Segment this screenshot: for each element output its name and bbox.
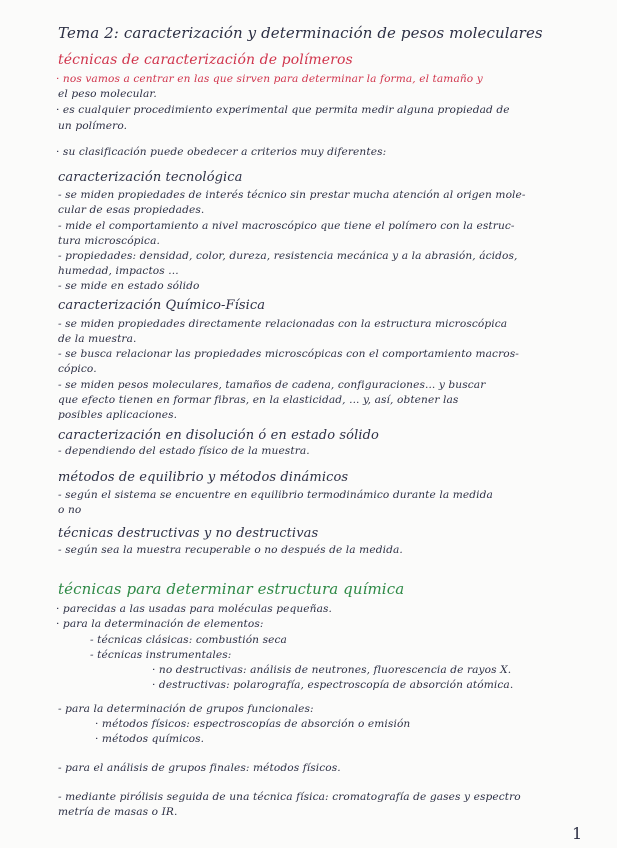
text-line: - técnicas instrumentales: [90,649,232,661]
bullet-line: · no destructivas: análisis de neutrones, fluorescencia de rayos X. [152,664,512,676]
text-line: que efecto tienen en formar fibras, en la elasticidad, ... y, así, obtener las [58,394,459,406]
bullet-line: · su clasificación puede obedecer a criterios muy diferentes: [56,146,387,158]
text-line: - según el sistema se encuentre en equilibrio termodinámico durante la medida [58,489,493,501]
text-line: de la muestra. [58,333,137,345]
bullet-line: · métodos químicos. [95,733,205,745]
text-line: un polímero. [58,120,128,132]
page-title: Tema 2: caracterización y determinación de pesos moleculares [58,24,543,42]
subheading-disolucion: caracterización en disolución ó en estado sólido [58,428,379,443]
text-line: - se miden propiedades directamente relacionadas con la estructura microscópica [58,318,508,330]
page-number: 1 [572,824,583,843]
bullet-line: · destructivas: polarografía, espectroscopía de absorción atómica. [152,679,514,691]
text-line: - mide el comportamiento a nivel macroscópico que tiene el polímero con la estruc- [58,220,515,232]
text-line: metría de masas o IR. [58,806,178,818]
subheading-quimico-fisica: caracterización Químico-Física [58,298,266,313]
section-heading-estructura-quimica: técnicas para determinar estructura química [58,580,405,598]
bullet-line: · es cualquier procedimiento experimental que permita medir alguna propiedad de [56,104,510,116]
bullet-line: · nos vamos a centrar en las que sirven para determinar la forma, el tamaño y [56,73,483,85]
text-line: cópico. [58,363,97,375]
text-line: tura microscópica. [58,235,160,247]
text-line: cular de esas propiedades. [58,204,205,216]
text-line: o no [58,504,82,516]
text-line: el peso molecular. [58,88,157,100]
subheading-tecnologica: caracterización tecnológica [58,170,243,185]
text-line: - para el análisis de grupos finales: métodos físicos. [58,762,341,774]
text-line: - se mide en estado sólido [58,280,200,292]
bullet-line: · métodos físicos: espectroscopías de absorción o emisión [95,718,411,730]
text-line: - técnicas clásicas: combustión seca [90,634,287,646]
text-line: humedad, impactos ... [58,265,179,277]
text-line: - según sea la muestra recuperable o no después de la medida. [58,544,403,556]
text-line: - se miden pesos moleculares, tamaños de cadena, configuraciones... y buscar [58,379,486,391]
text-line: - propiedades: densidad, color, dureza, resistencia mecánica y a la abrasión, ácidos, [58,250,518,262]
text-line: posibles aplicaciones. [58,409,178,421]
text-line: - dependiendo del estado físico de la muestra. [58,445,310,457]
text-line: - se busca relacionar las propiedades microscópicas con el comportamiento macros- [58,348,519,360]
bullet-line: · parecidas a las usadas para moléculas pequeñas. [56,603,333,615]
bullet-line: · para la determinación de elementos: [56,618,264,630]
text-line: - se miden propiedades de interés técnico sin prestar mucha atención al origen mole- [58,189,526,201]
text-line: - para la determinación de grupos funcionales: [58,703,314,715]
subheading-equilibrio: métodos de equilibrio y métodos dinámicos [58,470,349,485]
section-heading-caracterizacion: técnicas de caracterización de polímeros [58,52,353,68]
text-line: - mediante pirólisis seguida de una técnica física: cromatografía de gases y espectro [58,791,521,803]
subheading-destructivas: técnicas destructivas y no destructivas [58,526,319,541]
